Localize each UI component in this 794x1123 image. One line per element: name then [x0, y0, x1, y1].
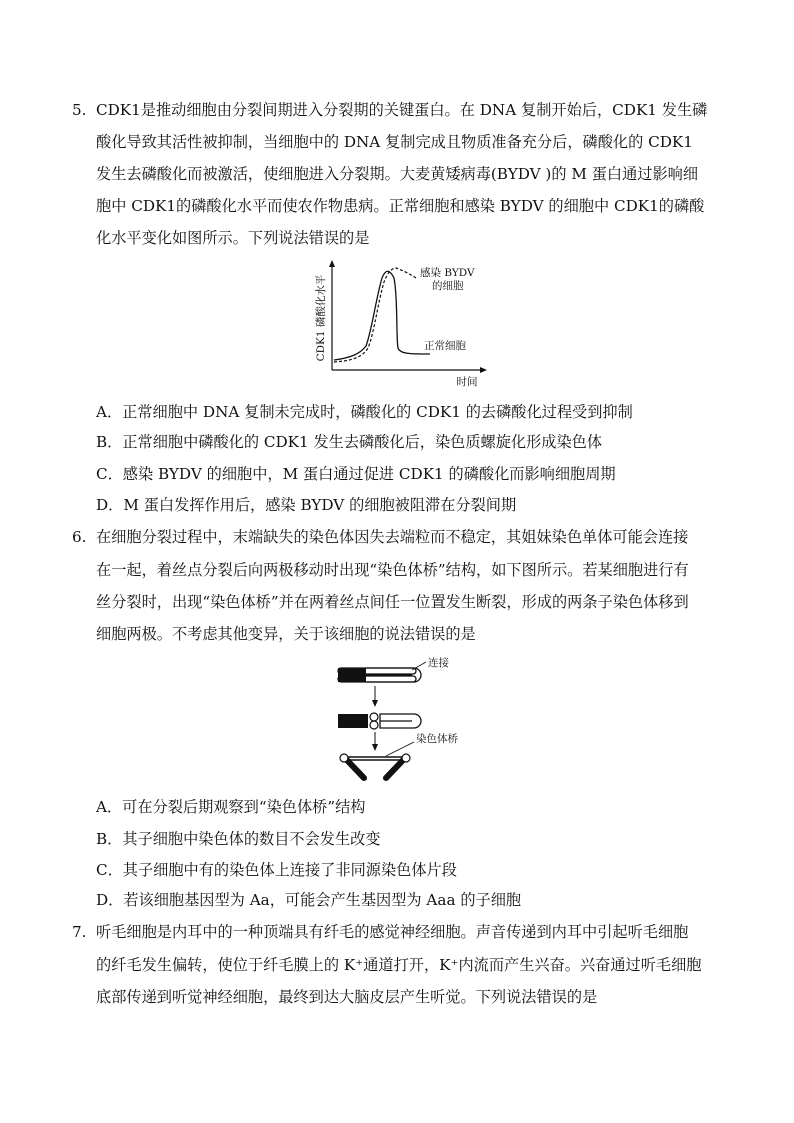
question-text-line: 在细胞分裂过程中，末端缺失的染色体因失去端粒而不稳定，其姐妹染色单体可能会连接	[96, 528, 689, 546]
chromosome-bridge-figure	[330, 654, 480, 784]
option-d: D．M 蛋白发挥作用后，感染 BYDV 的细胞被阻滞在分裂间期	[96, 496, 517, 514]
connect-pointer	[412, 662, 426, 670]
question-text-line: 底部传递到听觉神经细胞，最终到达大脑皮层产生听觉。下列说法错误的是	[96, 988, 598, 1006]
chromatid-pair-middle	[338, 713, 421, 729]
infected-cell-label: 的细胞	[432, 280, 464, 292]
question-text-line: 在一起，着丝点分裂后向两极移动时出现“染色体桥”结构，如下图所示。若某细胞进行有	[96, 561, 689, 579]
infected-cell-label: 感染 BYDV	[420, 267, 475, 279]
question-text-line: 听毛细胞是内耳中的一种顶端具有纤毛的感觉神经细胞。声音传递到内耳中引起听毛细胞	[96, 923, 689, 941]
normal-cell-label: 正常细胞	[424, 340, 466, 352]
option-a: A．正常细胞中 DNA 复制未完成时，磷酸化的 CDK1 的去磷酸化过程受到抑制	[96, 403, 633, 421]
question-text-line: CDK1是推动细胞由分裂间期进入分裂期的关键蛋白。在 DNA 复制开始后，CDK1 发生磷	[96, 101, 708, 119]
question-text-line: 细胞两极。不考虑其他变异，关于该细胞的说法错误的是	[96, 625, 476, 643]
option-d: D．若该细胞基因型为 Aa，可能会产生基因型为 Aaa 的子细胞	[96, 891, 522, 909]
question-text-line: 的纤毛发生偏转，使位于纤毛膜上的 K⁺通道打开，K⁺内流而产生兴奋。兴奋通过听毛细胞	[96, 956, 702, 974]
option-c: C．其子细胞中有的染色体上连接了非同源染色体片段	[96, 861, 457, 879]
cdk1-phosphorylation-figure	[310, 258, 500, 390]
question-text-line: 发生去磷酸化而被激活，使细胞进入分裂期。大麦黄矮病毒(BYDV )的 M 蛋白通过影响细	[96, 165, 699, 183]
infected-cell-curve	[334, 268, 416, 362]
question-text-line: 胞中 CDK1的磷酸化水平而使农作物患病。正常细胞和感染 BYDV 的细胞中 CDK1的磷酸	[96, 197, 705, 215]
question-number: 7.	[72, 923, 87, 941]
bridge-label: 染色体桥	[416, 733, 458, 745]
option-a: A．可在分裂后期观察到“染色体桥”结构	[96, 798, 366, 816]
x-axis-arrow	[480, 367, 487, 373]
option-c: C．感染 BYDV 的细胞中，M 蛋白通过促进 CDK1 的磷酸化而影响细胞周期	[96, 465, 616, 483]
bridge-pointer	[386, 742, 414, 756]
normal-cell-curve	[334, 271, 430, 360]
option-b: B．其子细胞中染色体的数目不会发生改变	[96, 830, 381, 848]
question-number: 5.	[72, 101, 87, 119]
question-text-line: 丝分裂时，出现“染色体桥”并在两着丝点间任一位置发生断裂，形成的两条子染色体移到	[96, 593, 689, 611]
x-axis-label: 时间	[456, 376, 478, 388]
connect-label: 连接	[428, 657, 449, 669]
y-axis-arrow	[329, 260, 335, 267]
question-text-line: 酸化导致其活性被抑制，当细胞中的 DNA 复制完成且物质准备充分后，磷酸化的 CDK1	[96, 133, 693, 151]
question-text-line: 化水平变化如图所示。下列说法错误的是	[96, 229, 370, 247]
chromosome-bridge	[340, 754, 410, 778]
y-axis-label: CDK1 磷酸化水平	[315, 274, 327, 362]
chromatid-pair-top	[338, 668, 421, 682]
question-number: 6.	[72, 528, 87, 546]
option-b: B．正常细胞中磷酸化的 CDK1 发生去磷酸化后，染色质螺旋化形成染色体	[96, 433, 603, 451]
